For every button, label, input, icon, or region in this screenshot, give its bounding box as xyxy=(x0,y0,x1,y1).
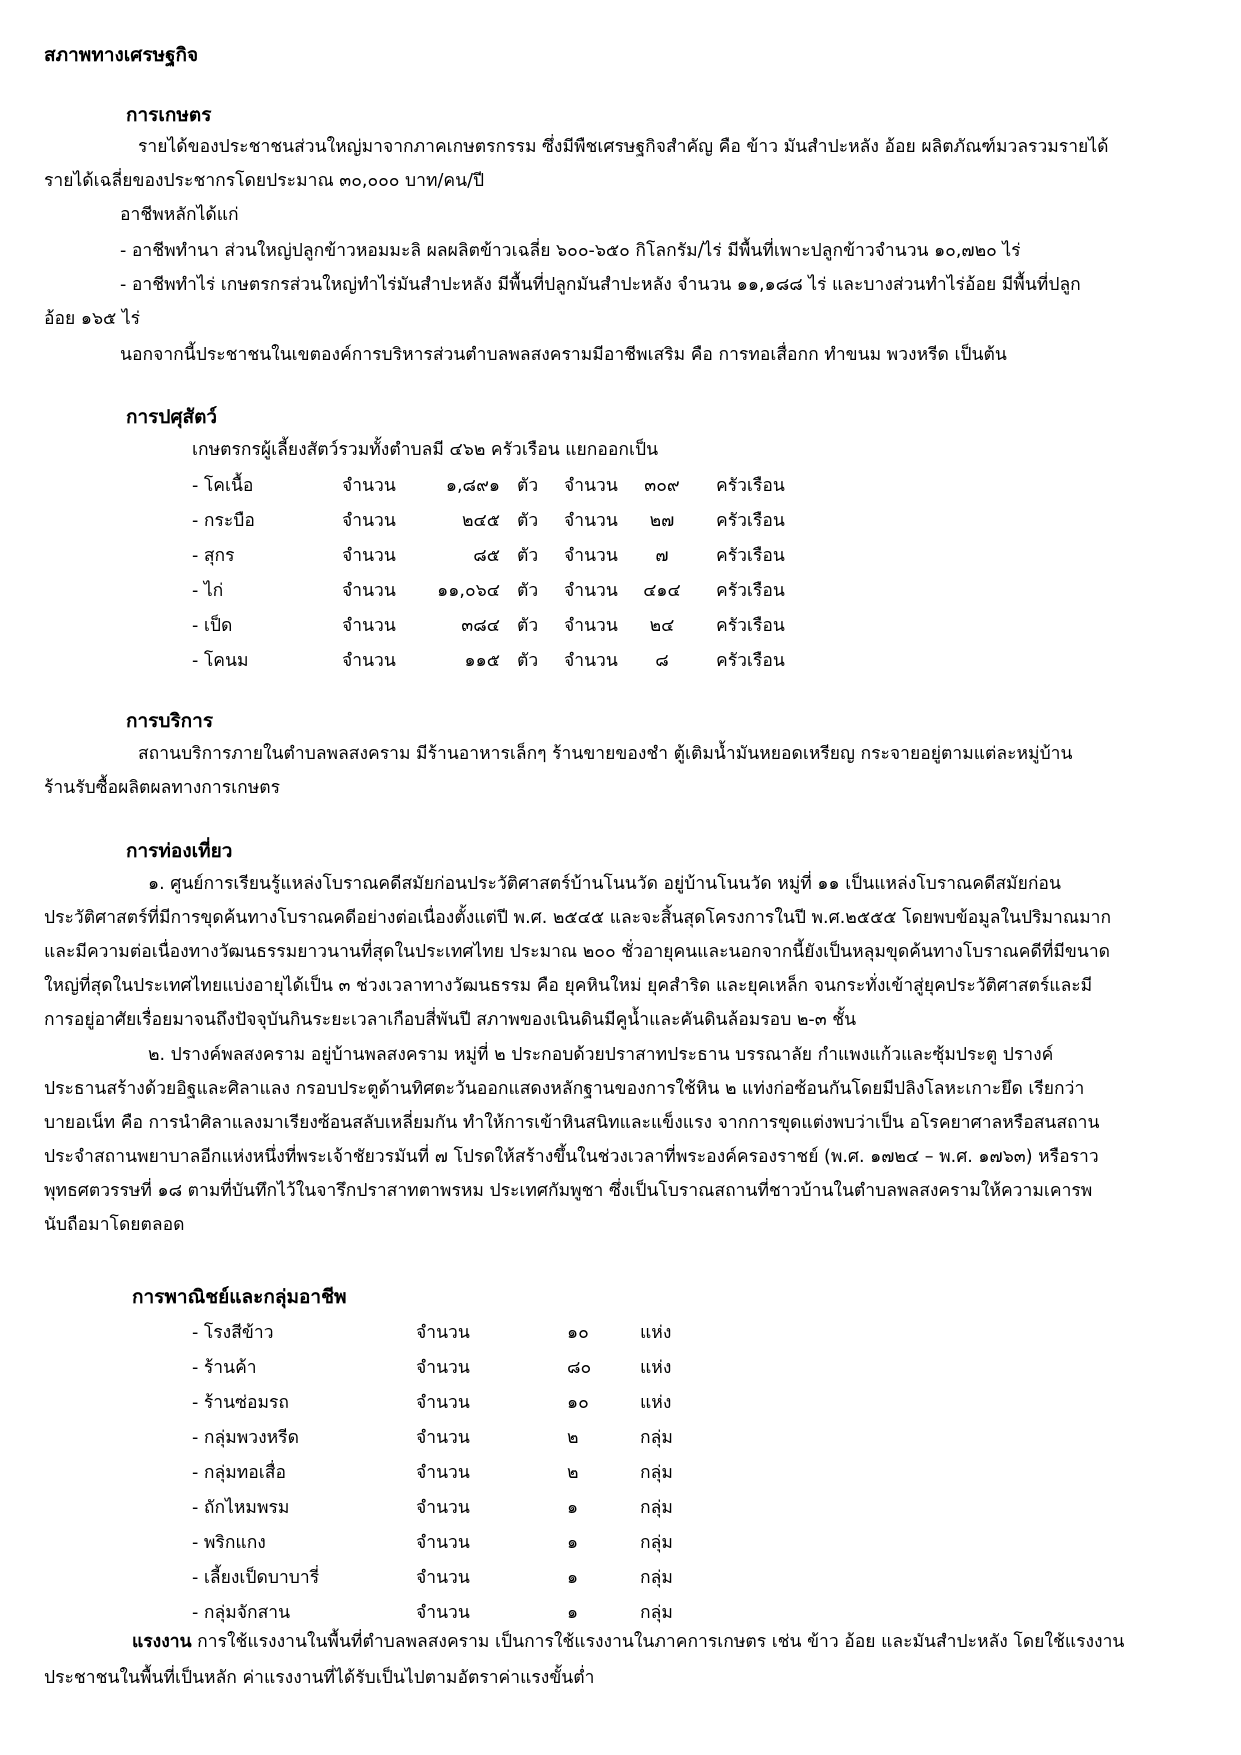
animal-count: ๑,๘๙๑ xyxy=(445,476,500,496)
business-unit: แห่ง xyxy=(640,1393,672,1413)
agriculture-para-line-2: รายได้เฉลี่ยของประชากรโดยประมาณ ๓๐,๐๐๐ บาท/คน/ปี xyxy=(44,171,485,191)
table-row xyxy=(0,609,1241,644)
animal-unit: ตัว xyxy=(517,651,539,671)
business-count: ๒ xyxy=(567,1428,579,1448)
services-line-2: ร้านรับซื้อผลิตผลทางการเกษตร xyxy=(44,778,281,798)
job-field-crops-line-2: อ้อย ๑๖๕ ไร่ xyxy=(44,309,141,329)
animal-count: ๓๘๔ xyxy=(461,616,500,636)
animal-name: - สุกร xyxy=(192,546,235,566)
tourism-item-1-line: ๑. ศูนย์การเรียนรู้แหล่งโบราณคดีสมัยก่อนประวัติศาสตร์บ้านโนนวัด อยู่บ้านโนนวัด หมู่ที่ ๑๑ เป็นแหล่งโบราณคดีสมัยก่อน xyxy=(148,874,1061,894)
household-unit: ครัวเรือน xyxy=(716,511,785,531)
table-row xyxy=(0,1456,1241,1491)
business-name: - กลุ่มจักสาน xyxy=(192,1603,291,1623)
table-row xyxy=(0,644,1241,679)
count-label: จำนวน xyxy=(416,1358,470,1378)
business-name: - ถักไหมพรม xyxy=(192,1498,290,1518)
animal-unit: ตัว xyxy=(517,546,539,566)
count-label: จำนวน xyxy=(564,546,618,566)
table-row xyxy=(0,469,1241,504)
business-unit: กลุ่ม xyxy=(640,1463,673,1483)
business-unit: แห่ง xyxy=(640,1358,672,1378)
agriculture-para-line-1: รายได้ของประชาชนส่วนใหญ่มาจากภาคเกษตรกรรม ซึ่งมีพืชเศรษฐกิจสำคัญ คือ ข้าว มันสำปะหลัง อ้อย ผลิตภัณฑ์มวลรวมรายได้ xyxy=(138,137,1109,157)
labor-label: แรงงาน xyxy=(132,1632,192,1652)
count-label: จำนวน xyxy=(564,616,618,636)
main-jobs-label: อาชีพหลักได้แก่ xyxy=(120,205,239,225)
tourism-item-1-line: และมีความต่อเนื่องทางวัฒนธรรมยาวนานที่สุดในประเทศไทย ประมาณ ๒๐๐ ชั่วอายุคนและนอกจากนี้ยังเป็นหลุมขุดค้นทางโบราณคดีที่มีขนาด xyxy=(44,942,1111,962)
household-count: ๔๑๔ xyxy=(643,581,681,601)
tourism-item-2-line: นับถือมาโดยตลอด xyxy=(44,1215,185,1235)
animal-unit: ตัว xyxy=(517,511,539,531)
livestock-heading: การปศุสัตว์ xyxy=(126,406,218,428)
business-name: - ร้านซ่อมรถ xyxy=(192,1393,289,1413)
animal-unit: ตัว xyxy=(517,581,539,601)
count-label: จำนวน xyxy=(342,581,396,601)
business-unit: กลุ่ม xyxy=(640,1498,673,1518)
table-row xyxy=(0,504,1241,539)
household-count: ๘ xyxy=(655,651,669,671)
business-name: - พริกแกง xyxy=(192,1533,266,1553)
business-unit: กลุ่ม xyxy=(640,1568,673,1588)
business-count: ๑๐ xyxy=(567,1323,589,1343)
count-label: จำนวน xyxy=(416,1498,470,1518)
household-count: ๒๗ xyxy=(649,511,675,531)
business-count: ๘๐ xyxy=(567,1358,592,1378)
animal-name: - โคเนื้อ xyxy=(192,476,254,496)
business-unit: กลุ่ม xyxy=(640,1428,673,1448)
count-label: จำนวน xyxy=(416,1393,470,1413)
table-row xyxy=(0,1351,1241,1386)
count-label: จำนวน xyxy=(416,1323,470,1343)
tourism-item-1-line: การอยู่อาศัยเรื่อยมาจนถึงปัจจุบันกินระยะเวลาเกือบสี่พันปี สภาพของเนินดินมีคูน้ำและคันดินล้อมรอบ ๒-๓ ชั้น xyxy=(44,1010,857,1030)
count-label: จำนวน xyxy=(416,1428,470,1448)
household-count: ๒๔ xyxy=(649,616,675,636)
tourism-item-1-line: ประวัติศาสตร์ที่มีการขุดค้นทางโบราณคดีอย่างต่อเนื่องตั้งแต่ปี พ.ศ. ๒๕๔๕ และจะสิ้นสุดโครงการในปี พ.ศ.๒๕๕๕ โดยพบข้อมูลในปริมาณมาก xyxy=(44,908,1112,928)
tourism-item-2-line: พุทธศตวรรษที่ ๑๘ ตามที่บันทึกไว้ในจารึกปราสาทตาพรหม ประเทศกัมพูชา ซึ่งเป็นโบราณสถานที่ชาวบ้านในตำบลพลสงครามให้ความเคารพ xyxy=(44,1181,1093,1201)
business-count: ๑๐ xyxy=(567,1393,589,1413)
table-row xyxy=(0,1491,1241,1526)
count-label: จำนวน xyxy=(564,511,618,531)
tourism-heading: การท่องเที่ยว xyxy=(126,840,233,862)
business-unit: แห่ง xyxy=(640,1323,672,1343)
business-name: - ร้านค้า xyxy=(192,1358,257,1378)
animal-name: - กระบือ xyxy=(192,511,255,531)
animal-count: ๘๕ xyxy=(473,546,500,566)
table-row xyxy=(0,1316,1241,1351)
table-row xyxy=(0,1526,1241,1561)
tourism-item-2-line: ประจำสถานพยาบาลอีกแห่งหนึ่งที่พระเจ้าชัยวรมันที่ ๗ โปรดให้สร้างขึ้นในช่วงเวลาที่พระองค์ครองราชย์ (พ.ศ. ๑๗๒๔ – พ.ศ. ๑๗๖๓) หรือราว xyxy=(44,1147,1099,1167)
table-row xyxy=(0,1561,1241,1596)
animal-unit: ตัว xyxy=(517,476,539,496)
household-unit: ครัวเรือน xyxy=(716,546,785,566)
services-line-1: สถานบริการภายในตำบลพลสงคราม มีร้านอาหารเล็กๆ ร้านขายของชำ ตู้เติมน้ำมันหยอดเหรียญ กระจายอยู่ตามแต่ละหมู่บ้าน xyxy=(138,744,1073,764)
animal-name: - ไก่ xyxy=(192,581,224,601)
animal-unit: ตัว xyxy=(517,616,539,636)
tourism-item-2-line: บายอเน็ท คือ การนำศิลาแลงมาเรียงซ้อนสลับเหลี่ยมกัน ทำให้การเข้าหินสนิทและแข็งแรง จากการขุดแต่งพบว่าเป็น อโรคยาศาลหรือสนสถาน xyxy=(44,1113,1100,1133)
page-title: สภาพทางเศรษฐกิจ xyxy=(44,44,199,66)
count-label: จำนวน xyxy=(564,476,618,496)
household-unit: ครัวเรือน xyxy=(716,651,785,671)
livestock-intro: เกษตรกรผู้เลี้ยงสัตว์รวมทั้งตำบลมี ๔๖๒ ครัวเรือน แยกออกเป็น xyxy=(192,440,659,460)
table-row xyxy=(0,1421,1241,1456)
business-name: - กลุ่มทอเสื่อ xyxy=(192,1463,286,1483)
tourism-item-2-line: ๒. ปรางค์พลสงคราม อยู่บ้านพลสงคราม หมู่ที่ ๒ ประกอบด้วยปราสาทประธาน บรรณาลัย กำแพงแก้วและซุ้มประตู ปรางค์ xyxy=(148,1045,1054,1065)
agriculture-heading: การเกษตร xyxy=(126,104,212,126)
household-count: ๓๐๙ xyxy=(644,476,680,496)
business-name: - โรงสีข้าว xyxy=(192,1323,274,1343)
labor-line-1 xyxy=(132,1624,1124,1660)
count-label: จำนวน xyxy=(416,1568,470,1588)
table-row xyxy=(0,1386,1241,1421)
household-unit: ครัวเรือน xyxy=(716,581,785,601)
business-count: ๑ xyxy=(567,1568,579,1588)
business-unit: กลุ่ม xyxy=(640,1533,673,1553)
household-unit: ครัวเรือน xyxy=(716,616,785,636)
business-count: ๑ xyxy=(567,1533,579,1553)
business-name: - เลี้ยงเป็ดบาบารี่ xyxy=(192,1568,320,1588)
table-row xyxy=(0,574,1241,609)
animal-count: ๑๑,๐๖๔ xyxy=(437,581,500,601)
count-label: จำนวน xyxy=(342,546,396,566)
business-unit: กลุ่ม xyxy=(640,1603,673,1623)
count-label: จำนวน xyxy=(564,651,618,671)
services-heading: การบริการ xyxy=(126,710,214,732)
business-count: ๒ xyxy=(567,1463,579,1483)
count-label: จำนวน xyxy=(342,651,396,671)
table-row xyxy=(0,539,1241,574)
animal-name: - โคนม xyxy=(192,651,249,671)
count-label: จำนวน xyxy=(416,1533,470,1553)
count-label: จำนวน xyxy=(342,476,396,496)
household-count: ๗ xyxy=(655,546,669,566)
animal-name: - เป็ด xyxy=(192,616,233,636)
labor-text: การใช้แรงงานในพื้นที่ตำบลพลสงคราม เป็นการใช้แรงงานในภาคการเกษตร เช่น ข้าว อ้อย และมันสำปะหลัง โดยใช้แรงงาน xyxy=(191,1632,1125,1652)
business-name: - กลุ่มพวงหรีด xyxy=(192,1428,299,1448)
count-label: จำนวน xyxy=(564,581,618,601)
animal-count: ๑๑๕ xyxy=(464,651,500,671)
count-label: จำนวน xyxy=(342,616,396,636)
commerce-heading: การพาณิชย์และกลุ่มอาชีพ xyxy=(132,1286,347,1308)
count-label: จำนวน xyxy=(416,1603,470,1623)
tourism-item-1-line: ใหญ่ที่สุดในประเทศไทยแบ่งอายุได้เป็น ๓ ช่วงเวลาทางวัฒนธรรม คือ ยุคหินใหม่ ยุคสำริด และยุคเหล็ก จนกระทั่งเข้าสู่ยุคประวัติศาสตร์และมี xyxy=(44,976,1093,996)
business-count: ๑ xyxy=(567,1603,579,1623)
count-label: จำนวน xyxy=(416,1463,470,1483)
supplementary-jobs: นอกจากนี้ประชาชนในเขตองค์การบริหารส่วนตำบลพลสงครามมีอาชีพเสริม คือ การทอเสื่อกก ทำขนม พวงหรีด เป็นต้น xyxy=(120,345,1007,365)
job-rice-farming: - อาชีพทำนา ส่วนใหญ่ปลูกข้าวหอมมะลิ ผลผลิตข้าวเฉลี่ย ๖๐๐-๖๕๐ กิโลกรัม/ไร่ มีพื้นที่เพาะปลูกข้าวจำนวน ๑๐,๗๒๐ ไร่ xyxy=(120,241,1021,261)
job-field-crops-line-1: - อาชีพทำไร่ เกษตรกรส่วนใหญ่ทำไร่มันสำปะหลัง มีพื้นที่ปลูกมันสำปะหลัง จำนวน ๑๑,๑๘๘ ไร่ และบางส่วนทำไร่อ้อย มีพื้นที่ปลูก xyxy=(120,275,1081,295)
business-count: ๑ xyxy=(567,1498,579,1518)
animal-count: ๒๔๕ xyxy=(461,511,500,531)
count-label: จำนวน xyxy=(342,511,396,531)
tourism-item-2-line: ประธานสร้างด้วยอิฐและศิลาแลง กรอบประตูด้านทิศตะวันออกแสดงหลักฐานของการใช้หิน ๒ แท่งก่อซ้อนกันโดยมีปลิงโลหะเกาะยึด เรียกว่า xyxy=(44,1079,1085,1099)
labor-line-2: ประชาชนในพื้นที่เป็นหลัก ค่าแรงงานที่ได้รับเป็นไปตามอัตราค่าแรงขั้นต่ำ xyxy=(44,1668,595,1688)
household-unit: ครัวเรือน xyxy=(716,476,785,496)
